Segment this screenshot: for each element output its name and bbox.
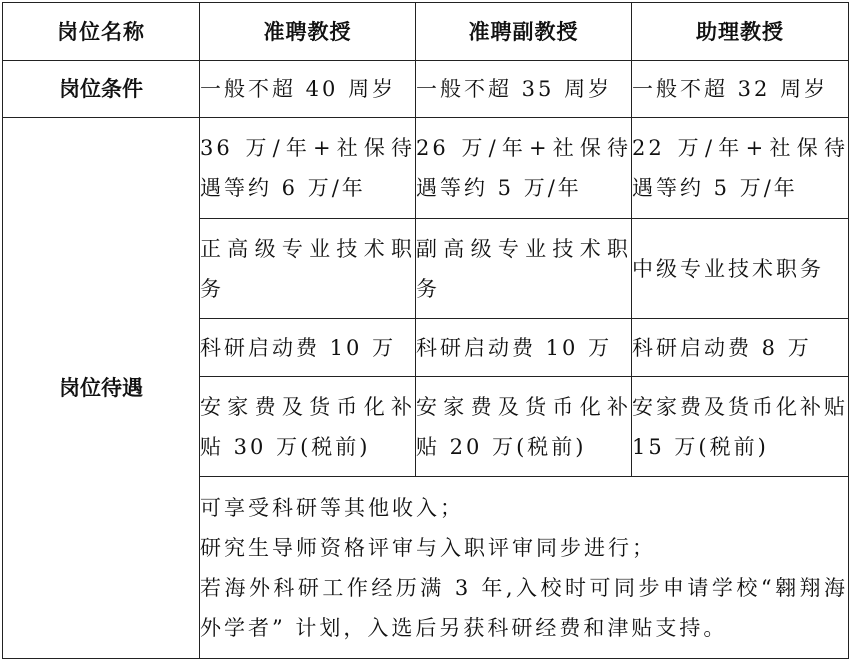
benefit-cell: 22 万/年+社保待遇等约 5 万/年 xyxy=(632,118,849,219)
header-position-name: 岗位名称 xyxy=(3,3,200,61)
benefit-cell: 科研启动费 10 万 xyxy=(416,319,632,377)
note-line: 可享受科研等其他收入； xyxy=(200,495,464,520)
condition-cell: 一般不超 32 周岁 xyxy=(632,61,849,118)
header-tenure-professor: 准聘教授 xyxy=(200,3,416,61)
benefit-cell: 26 万/年+社保待遇等约 5 万/年 xyxy=(416,118,632,219)
note-line: 若海外科研工作经历满 3 年,入校时可同步申请学校“翱翔海外学者” 计划，入选后另获科研经费和津贴支持。 xyxy=(200,575,848,640)
benefit-cell: 中级专业技术职务 xyxy=(632,219,849,319)
benefit-cell: 36 万/年+社保待遇等约 6 万/年 xyxy=(200,118,416,219)
position-table xyxy=(2,2,849,659)
conditions-row xyxy=(3,61,849,118)
benefit-cell: 正高级专业技术职务 xyxy=(200,219,416,319)
note-line: 研究生导师资格评审与入职评审同步进行； xyxy=(200,535,656,560)
header-tenure-associate-professor: 准聘副教授 xyxy=(416,3,632,61)
benefit-notes xyxy=(200,477,849,659)
benefits-label: 岗位待遇 xyxy=(3,118,200,659)
condition-cell: 一般不超 40 周岁 xyxy=(200,61,416,118)
benefit-row-salary xyxy=(3,118,849,219)
header-row xyxy=(3,3,849,61)
benefit-cell: 安家费及货币化补贴 20 万(税前) xyxy=(416,377,632,477)
conditions-label: 岗位条件 xyxy=(3,61,200,118)
benefit-cell: 副高级专业技术职务 xyxy=(416,219,632,319)
benefit-cell: 安家费及货币化补贴 30 万(税前) xyxy=(200,377,416,477)
benefit-cell: 科研启动费 10 万 xyxy=(200,319,416,377)
header-assistant-professor: 助理教授 xyxy=(632,3,849,61)
condition-cell: 一般不超 35 周岁 xyxy=(416,61,632,118)
benefit-cell: 科研启动费 8 万 xyxy=(632,319,849,377)
benefit-cell: 安家费及货币化补贴 15 万(税前) xyxy=(632,377,849,477)
